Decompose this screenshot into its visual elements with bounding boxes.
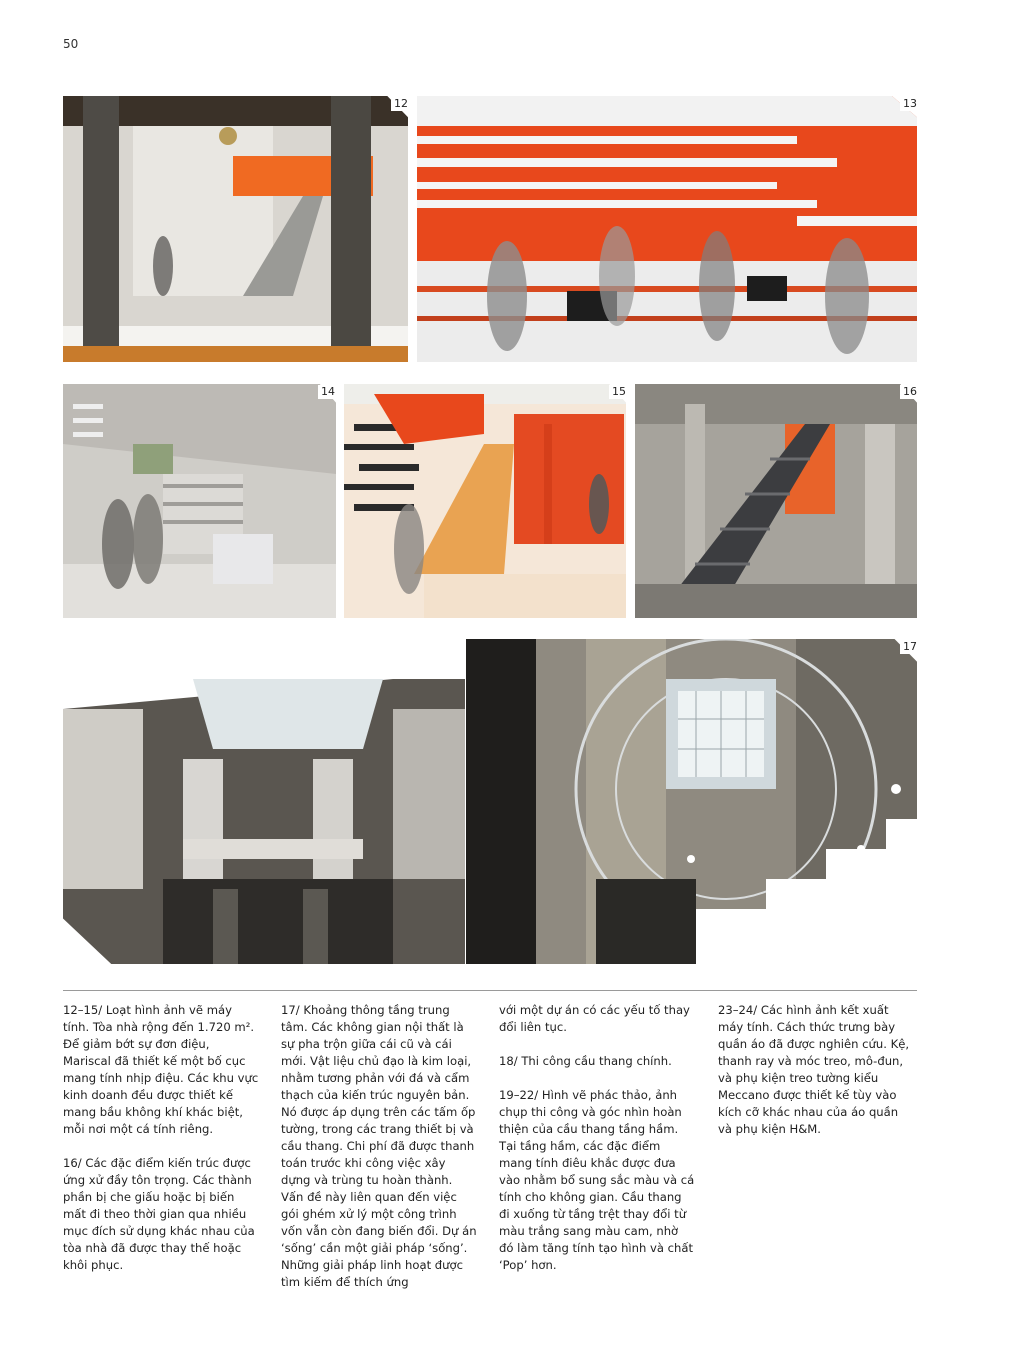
caption-column-2 bbox=[281, 1002, 477, 1308]
figure-14-number: 14 bbox=[318, 385, 338, 399]
figure-15-number: 15 bbox=[609, 385, 629, 399]
figure-12-number: 12 bbox=[391, 97, 411, 111]
caption-column-3 bbox=[499, 1002, 695, 1291]
figure-17-left-image bbox=[63, 639, 465, 964]
caption-column-1 bbox=[63, 1002, 259, 1291]
caption-paragraph: với một dự án có các yếu tố thay đổi liên tục. bbox=[499, 1003, 690, 1034]
figure-13-image bbox=[417, 96, 917, 362]
caption-paragraph: 18/ Thi công cầu thang chính. bbox=[499, 1054, 672, 1068]
figure-16-image bbox=[635, 384, 917, 618]
figure-16-number: 16 bbox=[900, 385, 920, 399]
caption-paragraph: 19–22/ Hình vẽ phác thảo, ảnh chụp thi công và góc nhìn hoàn thiện của cầu thang tầng hầm. Tại tầng hầm, các đặc điểm mang tính điêu khắc được đưa vào nhằm bổ sung sắc màu và cá tính cho không gian. Cầu thang đi xuống từ tầng trệt thay đổi từ màu trắng sang màu cam, nhờ đó làm tăng tính tạo hình và chất ‘Pop’ hơn. bbox=[499, 1088, 695, 1272]
caption-paragraph: 23–24/ Các hình ảnh kết xuất máy tính. Cách thức trưng bày quần áo đã được nghiên cứu. Kệ, thanh ray và móc treo, mô-đun, và phụ kiện treo tường kiểu Meccano được thiết kế tùy vào kích cỡ khác nhau của áo quần và phụ kiện H&M. bbox=[718, 1003, 910, 1136]
caption-paragraph: 16/ Các đặc điểm kiến trúc được ứng xử đầy tôn trọng. Các thành phần bị che giấu hoặc bị biến mất đi theo thời gian qua nhiều mục đích sử dụng khác nhau của tòa nhà đã được thay thế hoặc khôi phục. bbox=[63, 1156, 255, 1272]
caption-divider bbox=[63, 990, 917, 991]
figure-17-number: 17 bbox=[900, 640, 920, 654]
figure-12-image bbox=[63, 96, 408, 362]
figure-17-right-image bbox=[466, 639, 917, 964]
figure-14-image bbox=[63, 384, 336, 618]
caption-paragraph: 17/ Khoảng thông tầng trung tâm. Các không gian nội thất là sự pha trộn giữa cái cũ và cái mới. Vật liệu chủ đạo là kim loại, nhằm tương phản với đá và cẩm thạch của kiến trúc nguyên bản. Nó được áp dụng trên các tấm ốp tường, trong các trang thiết bị và cầu thang. Chi phí đã được thanh toán trước khi công việc xây dựng và trùng tu hoàn thành. Vấn đề này liên quan đến việc gói ghém xử lý một công trình vốn vẫn còn đang biến đổi. Dự án ‘sống’ cần một giải pháp ‘sống’. Những giải pháp linh hoạt được tìm kiếm để thích ứng bbox=[281, 1003, 477, 1289]
caption-column-4 bbox=[718, 1002, 914, 1155]
page-number: 50 bbox=[63, 37, 79, 51]
figure-15-image bbox=[344, 384, 626, 618]
figure-13-number: 13 bbox=[900, 97, 920, 111]
caption-paragraph: 12–15/ Loạt hình ảnh vẽ máy tính. Tòa nhà rộng đến 1.720 m². Để giảm bớt sự đơn điệu, Mariscal đã thiết kế một bố cục mang tính nhịp điệu. Các khu vực kinh doanh đều được thiết kế mang bầu không khí khác biệt, mỗi nơi một cá tính riêng. bbox=[63, 1003, 259, 1136]
